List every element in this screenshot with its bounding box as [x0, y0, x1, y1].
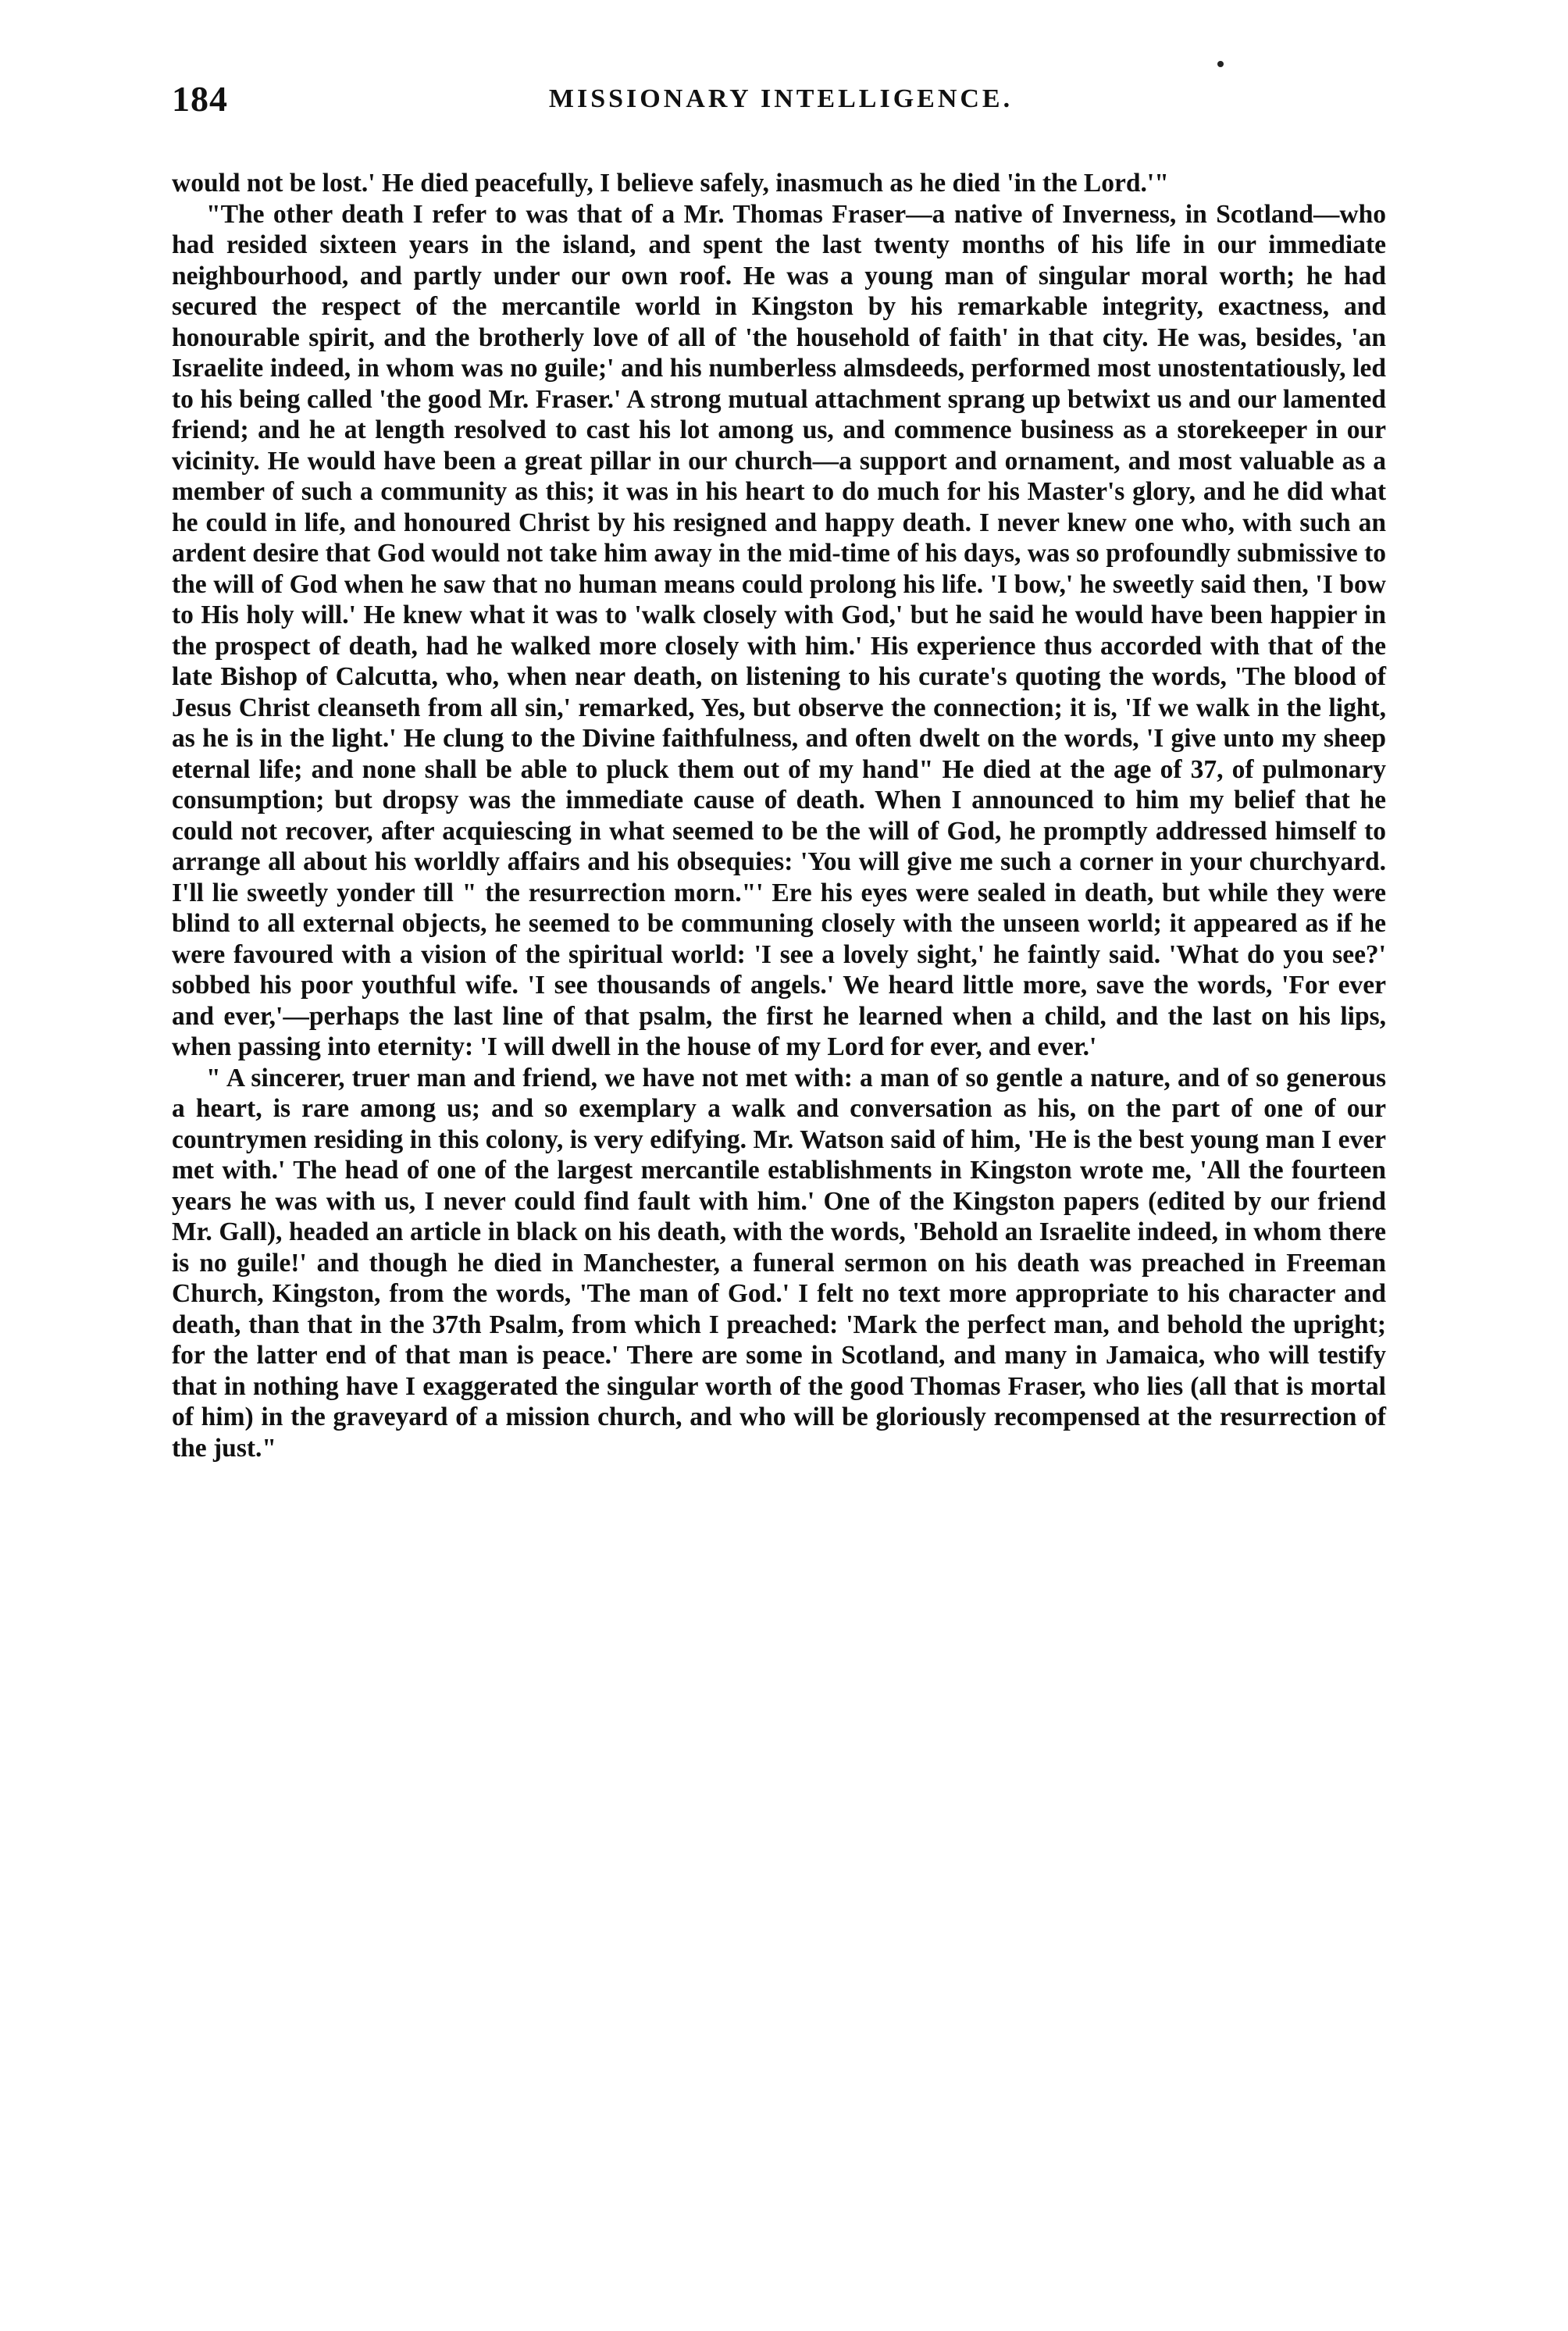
- article-body: [172, 168, 1386, 1463]
- ink-speck-mark: [1217, 61, 1224, 67]
- page-number: 184: [172, 79, 228, 119]
- paragraph-thomas-fraser: "The other death I refer to was that of a Mr. Thomas Fraser—a native of Inverness, in Scotland—who had resided sixteen years in the island, and spent the last twenty months of his life in our immediate neighbourhood, and partly under our own roof. He was a young man of singular moral worth; he had secured the respect of the mercantile world in Kingston by his remarkable integrity, exactness, and honourable spirit, and the brotherly love of all of 'the household of faith' in that city. He was, besides, 'an Israelite indeed, in whom was no guile;' and his numberless almsdeeds, performed most unostentatiously, led to his being called 'the good Mr. Fraser.' A strong mutual attachment sprang up betwixt us and our lamented friend; and he at length resolved to cast his lot among us, and commence business as a storekeeper in our vicinity. He would have been a great pillar in our church—a support and ornament, and most valuable as a member of such a community as this; it was in his heart to do much for his Master's glory, and he did what he could in life, and honoured Christ by his resigned and happy death. I never knew one who, with such an ardent desire that God would not take him away in the mid-time of his days, was so profoundly submissive to the will of God when he saw that no human means could prolong his life. 'I bow,' he sweetly said then, 'I bow to His holy will.' He knew what it was to 'walk closely with God,' but he said he would have been happier in the prospect of death, had he walked more closely with him.' His experience thus accorded with that of the late Bishop of Calcutta, who, when near death, on listening to his curate's quoting the words, 'The blood of Jesus Christ cleanseth from all sin,' remarked, Yes, but observe the connection; it is, 'If we walk in the light, as he is in the light.' He clung to the Divine faithfulness, and often dwelt on the words, 'I give unto my sheep eternal life; and none shall be able to pluck them out of my hand" He died at the age of 37, of pulmonary consumption; but dropsy was the immediate cause of death. When I announced to him my belief that he could not recover, after acquiescing in what seemed to be the will of God, he promptly addressed himself to arrange all about his worldly affairs and his obsequies: 'You will give me such a corner in your churchyard. I'll lie sweetly yonder till " the resurrection morn."' Ere his eyes were sealed in death, but while they were blind to all external objects, he seemed to be communing closely with the unseen world; it appeared as if he were favoured with a vision of the spiritual world: 'I see a lovely sight,' he faintly said. 'What do you see?' sobbed his poor youthful wife. 'I see thousands of angels.' We heard little more, save the words, 'For ever and ever,'—perhaps the last line of that psalm, the first he learned when a child, and the last on his lips, when passing into eternity: 'I will dwell in the house of my Lord for ever, and ever.': [172, 199, 1386, 1061]
- running-title: MISSIONARY INTELLIGENCE.: [548, 84, 1014, 113]
- paragraph-tribute: " A sincerer, truer man and friend, we have not met with: a man of so gentle a nature, and of so generous a heart, is rare among us; and so exemplary a walk and conversation as his, on the part of one of our countrymen residing in this colony, is very edifying. Mr. Watson said of him, 'He is the best young man I ever met with.' The head of one of the largest mercantile establishments in Kingston wrote me, 'All the fourteen years he was with us, I never could find fault with him.' One of the Kingston papers (edited by our friend Mr. Gall), headed an article in black on his death, with the words, 'Behold an Israelite indeed, in whom there is no guile!' and though he died in Manchester, a funeral sermon on his death was preached in Freeman Church, Kingston, from the words, 'The man of God.' I felt no text more appropriate to his character and death, than that in the 37th Psalm, from which I preached: 'Mark the perfect man, and behold the upright; for the latter end of that man is peace.' There are some in Scotland, and many in Jamaica, who will testify that in nothing have I exaggerated the singular worth of the good Thomas Fraser, who lies (all that is mortal of him) in the graveyard of a mission church, and who will be gloriously recompensed at the resurrection of the just.": [172, 1063, 1386, 1463]
- page-header: [172, 78, 1390, 141]
- paragraph-continuation: would not be lost.' He died peacefully, I believe safely, inasmuch as he died 'in the Lord.'": [172, 169, 1169, 198]
